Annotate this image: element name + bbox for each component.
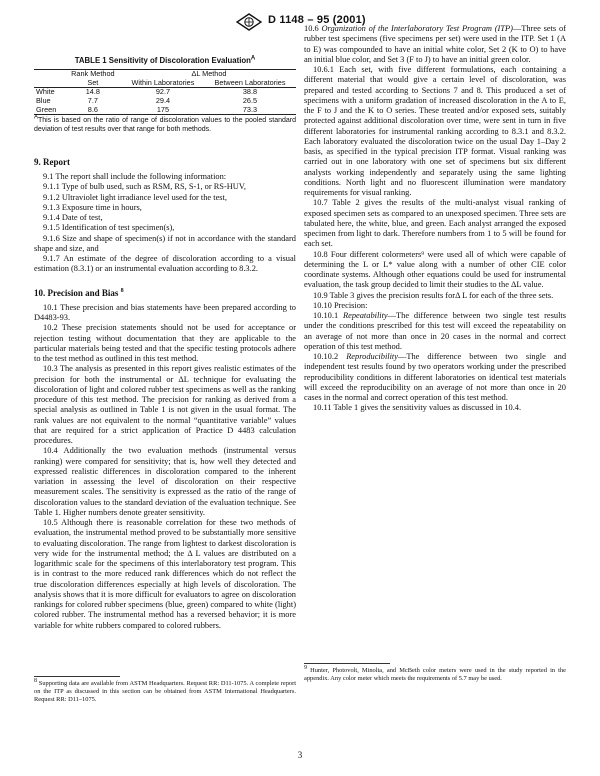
paragraph: 10.2 These precision statements should not be used for acceptance or rejection testing without documentation that they are applicable to the particular materials being tested and that the specific testing protocols adhere to the test method as outlined in this test method. [34, 323, 296, 364]
paragraph: 10.6.1 Each set, with five different formulations, each containing a different material that would give a certain level of discoloration, was prepared and tested according to Sections 7 and 8. This produced a set of specimens with a uniform gradation of increased discoloration in the A to E, the F to J and the K to O series. These treated and/or exposed sets, suitably protected against additional discoloration over time, were sent in turn in five different laboratories for instrumental ranking according to 8.3.1 and 8.3.2. Each laboratory evaluated the discoloration twice on the usual Day 1–Day 2 basis, as specified in the typical precision ITP format. Visual ranking was carried out in one laboratory with one set of specimens but six different analysts working independently and separately using the same lighting conditions. North light and no fluorescent illumination were mandatory requirements for visual ranking. [304, 65, 566, 197]
table-caption: TABLE 1 Sensitivity of Discoloration Evaluation$^A$ [74, 55, 256, 65]
paragraph: 10.3 The analysis as presented in this report gives realistic estimates of the precision for both the instrumental or ΔL technique for evaluating the discoloration of light and colored rubber test specimens as well as the ranking procedure of this test method. The precision for ranking as derived from a special analysis as outlined in Table 1 is not given in the usual format. The rank values are not equivalent to the normal “quantitative variable” values that are required for a strict application of Practice D 4483 calculation procedures. [34, 364, 296, 446]
table-1 [34, 56, 296, 134]
paragraph: 10.1 These precision and bias statements have been prepared according to D4483-93. [34, 302, 296, 323]
paragraph: 10.10.2 Reproducibility—The difference between two single and independent test results found by two operators working under the prescribed reproducibility conditions in different laboratories on identical test materials will exceed the reproducibility on an average of not more than once in 20 cases in the normal and correct operation of this test method. [304, 352, 567, 402]
table-row: White 14.8 92.7 38.8 [36, 87, 258, 97]
paragraph: 10.9 Table 3 gives the precision results forΔ L for each of the three sets. [313, 290, 554, 300]
header-within: Within Laboratories [131, 77, 195, 87]
table-row: Green 8.6 175 73.3 [34, 106, 296, 115]
paragraph: 10.7 Table 2 gives the results of the multi-analyst visual ranking of exposed specimen sets as compared to an unexposed specimen. Three sets are tabulated here, the white, blue, and green. Each analyst arranged the exposed specimen from light to dark. Therefore numbers from 1 to 5 will be found for each set. [304, 198, 566, 249]
footnote-rule [34, 676, 120, 677]
paragraph: 10.10.1 Repeatability—The difference between two single test results under the conditions prescribed for this test will exceed the repeatability on an average of not more than once in 20 cases in the normal and correct operation of this test method. [304, 311, 566, 351]
header-between: Between Laboratories [214, 77, 286, 87]
paragraph: 9.1 The report shall include the following information: [43, 172, 227, 182]
paragraph: 10.4 Additionally the two evaluation methods (instrumental versus ranking) were compared for sensitivity; that is, how well they detected and expressed realistic differences in discoloration compared to the inherent variation in assessing the level of discoloration on their respective measurement scales. The sensitivity is expressed as the ratio of the range of discoloration values to the standard deviation of the evaluation technique. See Table 1. Higher numbers denote greater sensitivity. [34, 446, 296, 517]
right-column [304, 24, 566, 414]
page-number: 3 [297, 750, 303, 760]
header-set: Set [87, 77, 99, 87]
left-column [34, 56, 296, 631]
paragraph: 10.5 Although there is reasonable correlation for these two methods of evaluation, the instrumental method proved to be substantially more sensitive to evaluating discoloration. The range from lightest to darkest discoloration is very wide for the instrumental method; the Δ L values are distributed on a logarithmic scale for the specimens of this interlaboratory test program. This is in contrast to the more reduced rank differences which do not reflect the true discoloration differences especially at high levels of discoloration. The analysis shows that it is more difficult for evaluators to agree on discoloration rankings for colored rubber specimens (blue, green) compared to white (light) colored rubber. The instrumental method has a reversed behavior; it is more variable for white rubbers compared to colored rubbers. [34, 518, 296, 630]
sensitivity-table [34, 69, 296, 115]
paragraph: 9.1.2 Ultraviolet light irradiance level used for the test, [43, 192, 227, 202]
paragraph: 9.1.6 Size and shape of specimen(s) if not in accordance with the standard shape and size, and [34, 233, 296, 253]
footnote-rule [304, 663, 390, 664]
paragraph: 10.8 Four different colormeters⁹ were used all of which were capable of determining the L or L* value along with a number of other CIE color coordinate systems. Although other equations could be used for instrumental evaluation, the task group decided to limit their studies to the ΔL value. [304, 249, 566, 290]
footnote-9: $^9$ Hunter, Photovolt, Minolta, and McBeth color meters were used in the study reported in the appendix. Any color meter which meets the requirements of 5.7 may be used. [304, 664, 566, 683]
paragraph: 9.1.5 Identification of test specimen(s), [43, 223, 175, 233]
table-footnote: $^A$This is based on the ratio of range of discoloration values to the pooled standard deviation of test results over that range for both methods. [34, 114, 296, 133]
paragraph: 10.10 Precision: [313, 300, 368, 310]
table-row: Blue 7.7 29.4 26.5 [36, 96, 258, 106]
section-heading-report: 9. Report [34, 156, 70, 167]
paragraph: 9.1.7 An estimate of the degree of discoloration according to a visual estimation (8.3.1) or an instrumental evaluation according to 8.3.2. [34, 254, 296, 274]
paragraph: 10.6 Organization of the Interlaboratory Test Program (ITP)—Three sets of rubber test specimens (five specimens per set) were used in the ITP. Set 1 (A to E) was compounded to have an initial white color, Set 2 (K to O) to have an initial blue color, and Set 3 (F to J) to have an initial green color. [304, 24, 566, 64]
footnote-8: $^8$ Supporting data are available from ASTM Headquarters. Request RR: D11-1075. A complete report on the ITP as discussed in this section can be obtained from ASTM International Headquarters. Request RR: D11–1075. [34, 677, 296, 704]
section-heading-precision: 10. Precision and Bias $^8$ [34, 287, 124, 298]
header-dl-method: ΔL Method [191, 69, 227, 79]
paragraph: 10.11 Table 1 gives the sensitivity values as discussed in 10.4. [313, 403, 522, 413]
paragraph: 9.1.1 Type of bulb used, such as RSM, RS, S-1, or RS-HUV, [43, 182, 246, 192]
standard-designation: D 1148 – 95 (2001) [268, 14, 366, 26]
header-rank-method: Rank Method [71, 69, 115, 79]
astm-logo-icon [236, 13, 262, 31]
paragraph: 9.1.4 Date of test, [43, 213, 103, 223]
paragraph: 9.1.3 Exposure time in hours, [43, 202, 142, 212]
